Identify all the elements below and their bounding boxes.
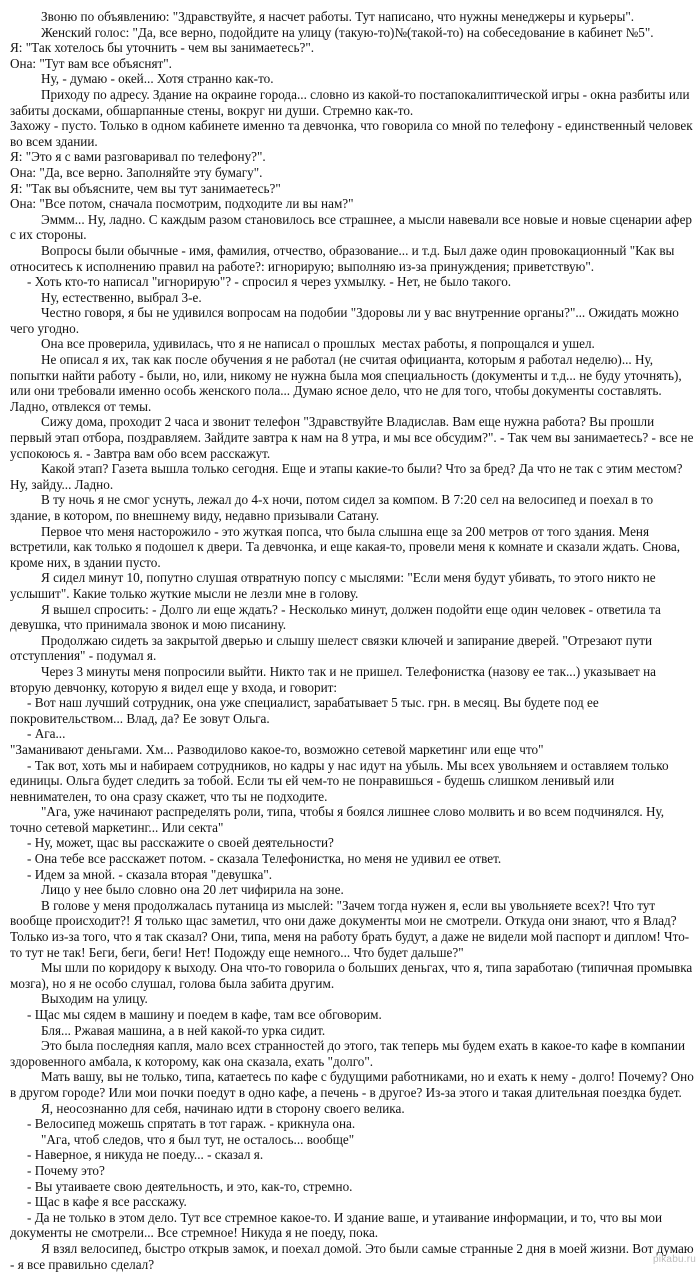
paragraph: - Вы утаиваете свою деятельность, и это, как-то, стремно. <box>27 1178 353 1194</box>
paragraph: "Ага, чтоб следов, что я был тут, не осталось... вообще" <box>41 1131 355 1147</box>
paragraph: Это была последняя капля, мало всех странностей до этого, так теперь мы будем ехать в какое-то кафе в компании здоровенного амбала, к которому, как она сказала, ехать "долго". <box>10 1038 689 1069</box>
paragraph: В голове у меня продолжалась путаница из мыслей: "Зачем тогда нужен я, если вы увольняете всех?! Что тут вообще происходит?! Я только щас заметил, что они даже документы мои не смотрели. Откуда они знают, что я Влад? Только из-за того, что я так сказал? Они, типа, меня на работу брать будут, а даже не видели мой паспорт и диплом! Что-то тут не так! Беги, беги, беги! Нет! Подожду еще немного... Что будет дальше?" <box>10 897 690 960</box>
paragraph: - Вот наш лучший сотрудник, она уже специалист, зарабатывает 5 тыс. грн. в месяц. Вы будете под ее покровительством... Влад, да? Ее зовут Ольга. <box>10 695 603 726</box>
paragraph: Какой этап? Газета вышла только сегодня. Еще и этапы какие-то были? Что за бред? Да что не так с этим местом? Ну, зайду... Ладно. <box>10 461 686 492</box>
paragraph: - Она тебе все расскажет потом. - сказала Телефонистка, но меня не удивил ее ответ. <box>27 851 502 867</box>
paragraph: Мать вашу, вы не только, типа, катаетесь по кафе с будущими работниками, но и ехать к нему - долго! Почему? Оно в другом городе? Или мои почки поедут в одно кафе, а печень - в другое? Из-за этого и такая длительная поездка будет. <box>10 1069 698 1100</box>
paragraph: Она: "Тут вам все объяснят". <box>10 55 172 71</box>
paragraph: Захожу - пусто. Только в одном кабинете именно та девчонка, что говорила со мной по телефону - единственный человек во всем здании. <box>10 118 696 149</box>
paragraph: Продолжаю сидеть за закрытой дверью и слышу шелест связки ключей и запирание дверей. "Отрезают пути отступления" - подумал я. <box>10 632 656 664</box>
paragraph: - Наверное, я никуда не поеду... - сказал я. <box>27 1147 264 1163</box>
paragraph: Эммм... Ну, ладно. С каждым разом становилось все страшнее, а мысли навевали все новые и новые сценарии афер с их стороны. <box>10 211 696 243</box>
paragraph: Честно говоря, я бы не удивился вопросам на подобии "Здоровы ли у вас внутренние органы?"... Ожидать можно чего угодно. <box>10 305 683 336</box>
paragraph: Ну, - думаю - окей... Хотя странно как-то. <box>41 71 274 87</box>
paragraph: Она: "Да, все верно. Заполняйте эту бумагу". <box>10 164 263 180</box>
paragraph: Первое что меня насторожило - это жуткая попса, что была слышна еще за 200 метров от того здания. Меня встретили, как только я подошел к двери. Та девчонка, и еще какая-то, провели меня к комнате и сказали ждать. Снова, кроме них, в здании пусто. <box>10 523 684 570</box>
paragraph: Не описал я их, так как после обучения я не работал (не считая официанта, которым я работал неделю)... Ну, попытки найти работу - были, но, или, никому не нужна была моя специальность (документы и т.д... не буду уточнять), или они требовали именно особь женского пола... Думаю ясное дело, что не для того, чтобы документы составлять. Ладно, отвлекся от темы. <box>10 352 685 414</box>
paragraph: Я: "Это я с вами разговаривал по телефону?". <box>10 149 266 165</box>
paragraph: В ту ночь я не смог уснуть, лежал до 4-х ночи, потом сидел за компом. В 7:20 сел на велосипед и поехал в то здание, в котором, по внешнему виду, недавно призывали Сатану. <box>10 492 657 523</box>
paragraph: Она все проверила, удивилась, что я не написал о прошлых местах работы, я попрощался и ушел. <box>41 336 595 352</box>
paragraph: Выходим на улицу. <box>41 991 148 1007</box>
paragraph: - Щас в кафе я все расскажу. <box>27 1194 187 1210</box>
paragraph: Я: "Так вы объясните, чем вы тут занимаетесь?" <box>10 180 281 196</box>
story-text <box>10 9 698 1272</box>
paragraph: Женский голос: "Да, все верно, подойдите на улицу (такую-то)№(такой-то) на собеседование в кабинет №5". <box>41 24 654 40</box>
paragraph: Я сидел минут 10, попутно слушая отвратную попсу с мыслями: "Если меня будут убивать, то этого никто не услышит". Какие только жуткие мысли не лезли мне в голову. <box>10 570 659 601</box>
paragraph: Я, неосознанно для себя, начинаю идти в сторону своего велика. <box>41 1100 405 1116</box>
pikabu-watermark: pikabu.ru <box>653 1254 696 1265</box>
paragraph: - Ага... <box>27 726 66 742</box>
paragraph: - Хоть кто-то написал "игнорирую"? - спросил я через ухмылку. - Нет, не было такого. <box>27 274 512 290</box>
paragraph: Ну, естественно, выбрал 3-е. <box>41 289 202 305</box>
paragraph: Приходу по адресу. Здание на окраине города... словно из какой-то постапокалиптической игры - окна разбиты или забиты досками, обшарпанные стены, вокруг ни души. Стремно как-то. <box>10 86 693 118</box>
paragraph: Мы шли по коридору к выходу. Она что-то говорила о больших деньгах, что я, типа заработаю (типичная промывка мозга), но я не особо слушал, голова была забита другим. <box>10 960 696 991</box>
paragraph: - Да не только в этом дело. Тут все стремное какое-то. И здание ваше, и утаивание информации, и то, что вы мои документы не смотрели... Все стремное! Никуда я не поеду, пока. <box>10 1209 666 1241</box>
paragraph: Она: "Все потом, сначала посмотрим, подходите ли вы нам?" <box>10 196 354 212</box>
paragraph: Звоню по объявлению: "Здравствуйте, я насчет работы. Тут написано, что нужны менеджеры и курьеры". <box>41 9 635 24</box>
paragraph: - Ну, может, щас вы расскажите о своей деятельности? <box>27 835 334 851</box>
paragraph: - Велосипед можешь спрятать в тот гараж. - крикнула она. <box>27 1116 356 1132</box>
paragraph: - Щас мы сядем в машину и поедем в кафе, там все обговорим. <box>27 1007 382 1022</box>
paragraph: - Так вот, хоть мы и набираем сотрудников, но кадры у нас идут на убыль. Мы всех увольняем и оставляем только единицы. Ольга будет следить за тобой. Если ты ей чем-то не понравишься - будешь слишком ленивый или невнимателен, то она сразу скажет, что ты не подходите. <box>10 757 672 804</box>
paragraph: Я вышел спросить: - Долго ли еще ждать? - Несколько минут, должен подойти еще один человек - ответила та девушка, что принимала звонок и мою писанину. <box>10 601 665 633</box>
paragraph: - Идем за мной. - сказала вторая "девушка". <box>27 866 273 882</box>
paragraph: Через 3 минуты меня попросили выйти. Никто так и не пришел. Телефонистка (назову ее так...) указывает на вторую девчонку, которую я видел еще у входа, и говорит: <box>10 663 660 695</box>
paragraph: Сижу дома, проходит 2 часа и звонит телефон "Здравствуйте Владислав. Вам еще нужна работа? Вы прошли первый этап отбора, поздравляем. Зайдите завтра к нам на 8 утра, и мы все обсудим?". - Так чем вы занимаетесь? - все не успокоюсь я. - Завтра вам обо всем расскажут. <box>10 414 697 461</box>
paragraph: Я взял велосипед, быстро открыв замок, и поехал домой. Это были самые странные 2 дня в моей жизни. Вот думаю - я все правильно сделал? <box>10 1240 697 1272</box>
paragraph: Я: "Так хотелось бы уточнить - чем вы занимаетесь?". <box>10 40 315 56</box>
paragraph: "Ага, уже начинают распределять роли, типа, чтобы я боялся лишнее слово молвить и во всем подчинялся. Ну, точно сетевой маркетинг... Или секта" <box>10 804 668 835</box>
paragraph: Лицо у нее было словно она 20 лет чифирила на зоне. <box>41 882 344 898</box>
paragraph: Бля... Ржавая машина, а в ней какой-то урка сидит. <box>41 1022 326 1038</box>
paragraph: Вопросы были обычные - имя, фамилия, отчество, образование... и т.д. Был даже один провокационный "Как вы относитесь к исполнению правил на работе?: игнорирую; выполняю из-за принуждения; приветствую". <box>10 242 678 274</box>
paragraph: "Заманивают деньгами. Хм... Разводилово какое-то, возможно сетевой маркетинг или еще что" <box>10 741 544 757</box>
paragraph: - Почему это? <box>27 1162 105 1178</box>
